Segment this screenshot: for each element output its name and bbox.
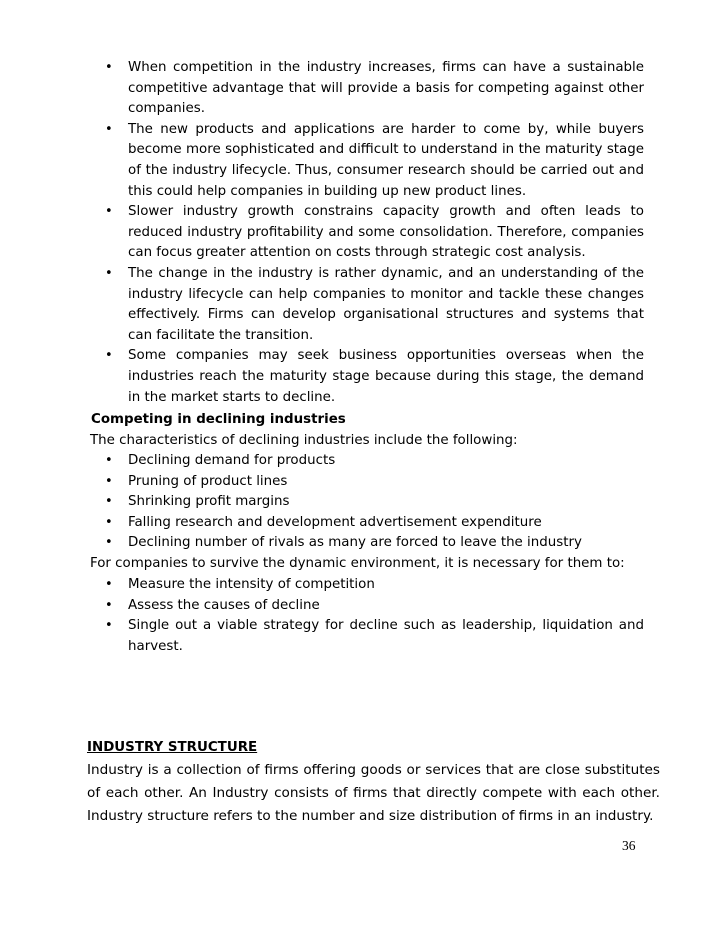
industry-structure-paragraph: Industry is a collection of firms offering goods or services that are close substitutes of each other. An Industry consists of firms that directly compete with each other. Industry structure refers to the number and size distribution of firms in an industry.	[87, 762, 660, 825]
bullet-icon: •	[105, 348, 113, 364]
bullet-icon: •	[105, 597, 113, 613]
bullet-icon: •	[105, 514, 113, 530]
declining-intro: The characteristics of declining industries include the following:	[90, 433, 518, 448]
bullet-icon: •	[105, 265, 113, 281]
bullet-icon: •	[105, 453, 113, 468]
bullet-icon: •	[105, 204, 113, 220]
list-item: • The new products and applications are harder to come by, while buyers become more sophisticated and difficult to understand in the maturity stage of the industry lifecycle. Thus, consumer research should be carried out and this could help companies in building up new product lines.	[105, 121, 644, 199]
bullet-icon: •	[105, 577, 113, 592]
list-item: • Falling research and development advertisement expenditure	[128, 513, 644, 534]
survive-intro: For companies to survive the dynamic environment, it is necessary for them to:	[90, 556, 625, 571]
bullet-icon: •	[105, 618, 113, 634]
survive-steps-list	[105, 575, 644, 657]
bullet-icon: •	[105, 60, 113, 75]
list-item: • Declining number of rivals as many are forced to leave the industry	[128, 533, 644, 554]
list-item: • Shrinking profit margins	[128, 492, 644, 513]
bullet-icon: •	[105, 473, 113, 489]
maturity-bullet-list	[105, 58, 644, 408]
section-heading-industry-structure: INDUSTRY STRUCTURE	[87, 740, 258, 755]
list-item: • Some companies may seek business opportunities overseas when the industries reach the maturity stage because during this stage, the demand in the market starts to decline.	[105, 348, 644, 405]
bullet-icon: •	[105, 535, 113, 551]
bullet-icon: •	[105, 494, 113, 510]
list-item: • The change in the industry is rather dynamic, and an understanding of the industry lifecycle can help companies to monitor and tackle these changes effectively. Firms can develop organisational structures and systems that can facilitate the transition.	[105, 265, 644, 343]
page-number: 36	[622, 838, 636, 853]
section-heading-declining: Competing in declining industries	[91, 412, 346, 427]
declining-characteristics-list	[105, 451, 644, 554]
list-item: • Pruning of product lines	[128, 472, 644, 493]
list-item: • Declining demand for products	[128, 451, 644, 472]
list-item: • When competition in the industry increases, firms can have a sustainable competitive advantage that will provide a basis for competing against other companies.	[105, 60, 644, 117]
list-item: • Single out a viable strategy for decline such as leadership, liquidation and harvest.	[105, 618, 644, 654]
list-item: • Measure the intensity of competition	[128, 575, 644, 596]
list-item: • Assess the causes of decline	[128, 596, 644, 617]
bullet-icon: •	[105, 121, 113, 137]
list-item: • Slower industry growth constrains capacity growth and often leads to reduced industry profitability and some consolidation. Therefore, companies can focus greater attention on costs through strategic cost analysis.	[105, 204, 644, 261]
